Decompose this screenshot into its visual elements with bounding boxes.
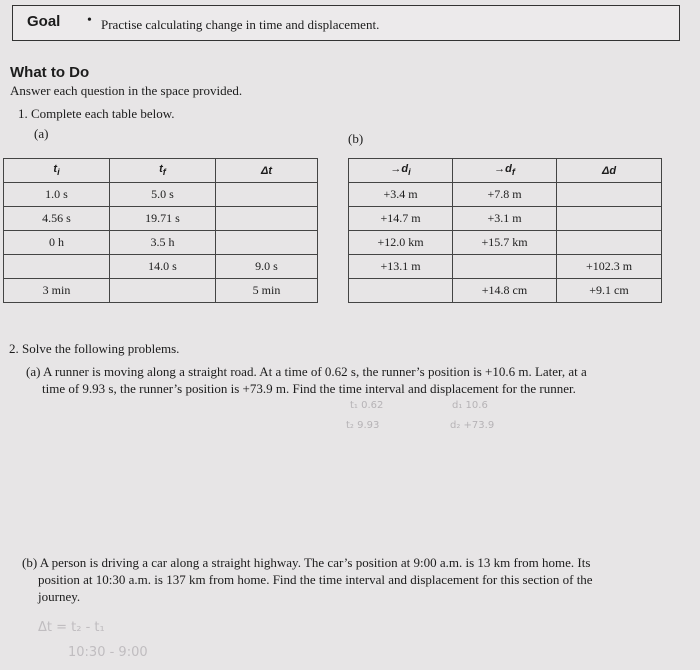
cell-di[interactable]: +13.1 m [349,255,453,279]
cell-df[interactable]: +15.7 km [453,231,557,255]
cell-delta-d[interactable] [557,183,662,207]
cell-tf[interactable]: 5.0 s [110,183,216,207]
cell-ti[interactable]: 0 h [4,231,110,255]
pencil-note: t₁ 0.62 [350,400,384,411]
table-row [4,279,318,303]
header-delta-d: Δd [557,159,662,183]
cell-di[interactable]: +12.0 km [349,231,453,255]
header-t2: $t_f$ [110,159,216,183]
table-b-header [349,159,662,183]
table-a-header [4,159,318,183]
cell-df[interactable] [453,255,557,279]
problem-b-line-2: position at 10:30 a.m. is 137 km from home. Find the time interval and displacement for this section of the [38,572,593,587]
table-row [4,231,318,255]
instruction-text: Answer each question in the space provided. [10,83,243,98]
cell-ti[interactable]: 4.56 s [4,207,110,231]
cell-di[interactable]: +3.4 m [349,183,453,207]
goal-title: Goal [27,13,61,30]
cell-delta-t[interactable] [216,183,318,207]
cell-delta-t[interactable] [216,207,318,231]
vector-arrow-icon: → [494,163,506,176]
goal-box [12,5,680,41]
goal-text: Practise calculating change in time and displacement. [101,17,380,32]
cell-delta-t[interactable]: 5 min [216,279,318,303]
problem-a-line-2: time of 9.93 s, the runner’s position is +73.9 m. Find the time interval and displacement for the runner. [42,381,576,396]
table-row [349,255,662,279]
table-row [4,255,318,279]
cell-tf[interactable]: 3.5 h [110,231,216,255]
header-d2: $\to d_f$ [453,159,557,183]
problem-b-line-3: journey. [38,589,81,604]
cell-df[interactable]: +7.8 m [453,183,557,207]
table-row [4,183,318,207]
problem-b-line-1: (b) A person is driving a car along a straight highway. The car’s position at 9:00 a.m. is 13 km from home. Its [22,555,591,570]
cell-delta-d[interactable] [557,231,662,255]
pencil-note: d₁ 10.6 [452,400,488,411]
cell-ti[interactable]: 1.0 s [4,183,110,207]
table-row [349,207,662,231]
header-t1: $t_i$ [4,159,110,183]
cell-tf[interactable]: 19.71 s [110,207,216,231]
cell-delta-d[interactable]: +9.1 cm [557,279,662,303]
cell-tf[interactable]: 14.0 s [110,255,216,279]
table-a-label: (a) [34,126,49,141]
cell-delta-t[interactable]: 9.0 s [216,255,318,279]
header-d1: $\to d_i$ [349,159,453,183]
table-b [348,158,662,303]
pencil-note: t₂ 9.93 [346,420,380,431]
what-to-do-heading: What to Do [10,64,90,81]
vector-arrow-icon: → [390,163,402,176]
pencil-note: 10:30 - 9:00 [68,645,148,660]
cell-delta-d[interactable] [557,207,662,231]
problem-a-line-1: (a) A runner is moving along a straight road. At a time of 0.62 s, the runner’s position is +10.6 m. Later, at a [26,364,587,379]
table-row [4,207,318,231]
cell-delta-d[interactable]: +102.3 m [557,255,662,279]
question-2-prompt: 2. Solve the following problems. [9,341,180,356]
pencil-note: d₂ +73.9 [450,420,495,431]
cell-tf[interactable] [110,279,216,303]
goal-bullet: • [87,13,92,28]
cell-df[interactable]: +3.1 m [453,207,557,231]
header-delta-t: Δt [216,159,318,183]
question-1-prompt: 1. Complete each table below. [18,106,175,121]
table-row [349,279,662,303]
table-row [349,183,662,207]
table-row [349,231,662,255]
cell-di[interactable]: +14.7 m [349,207,453,231]
cell-df[interactable]: +14.8 cm [453,279,557,303]
cell-di[interactable] [349,279,453,303]
cell-ti[interactable]: 3 min [4,279,110,303]
table-a [3,158,318,303]
pencil-note: Δt = t₂ - t₁ [38,620,105,635]
cell-ti[interactable] [4,255,110,279]
table-b-label: (b) [348,131,364,146]
cell-delta-t[interactable] [216,231,318,255]
